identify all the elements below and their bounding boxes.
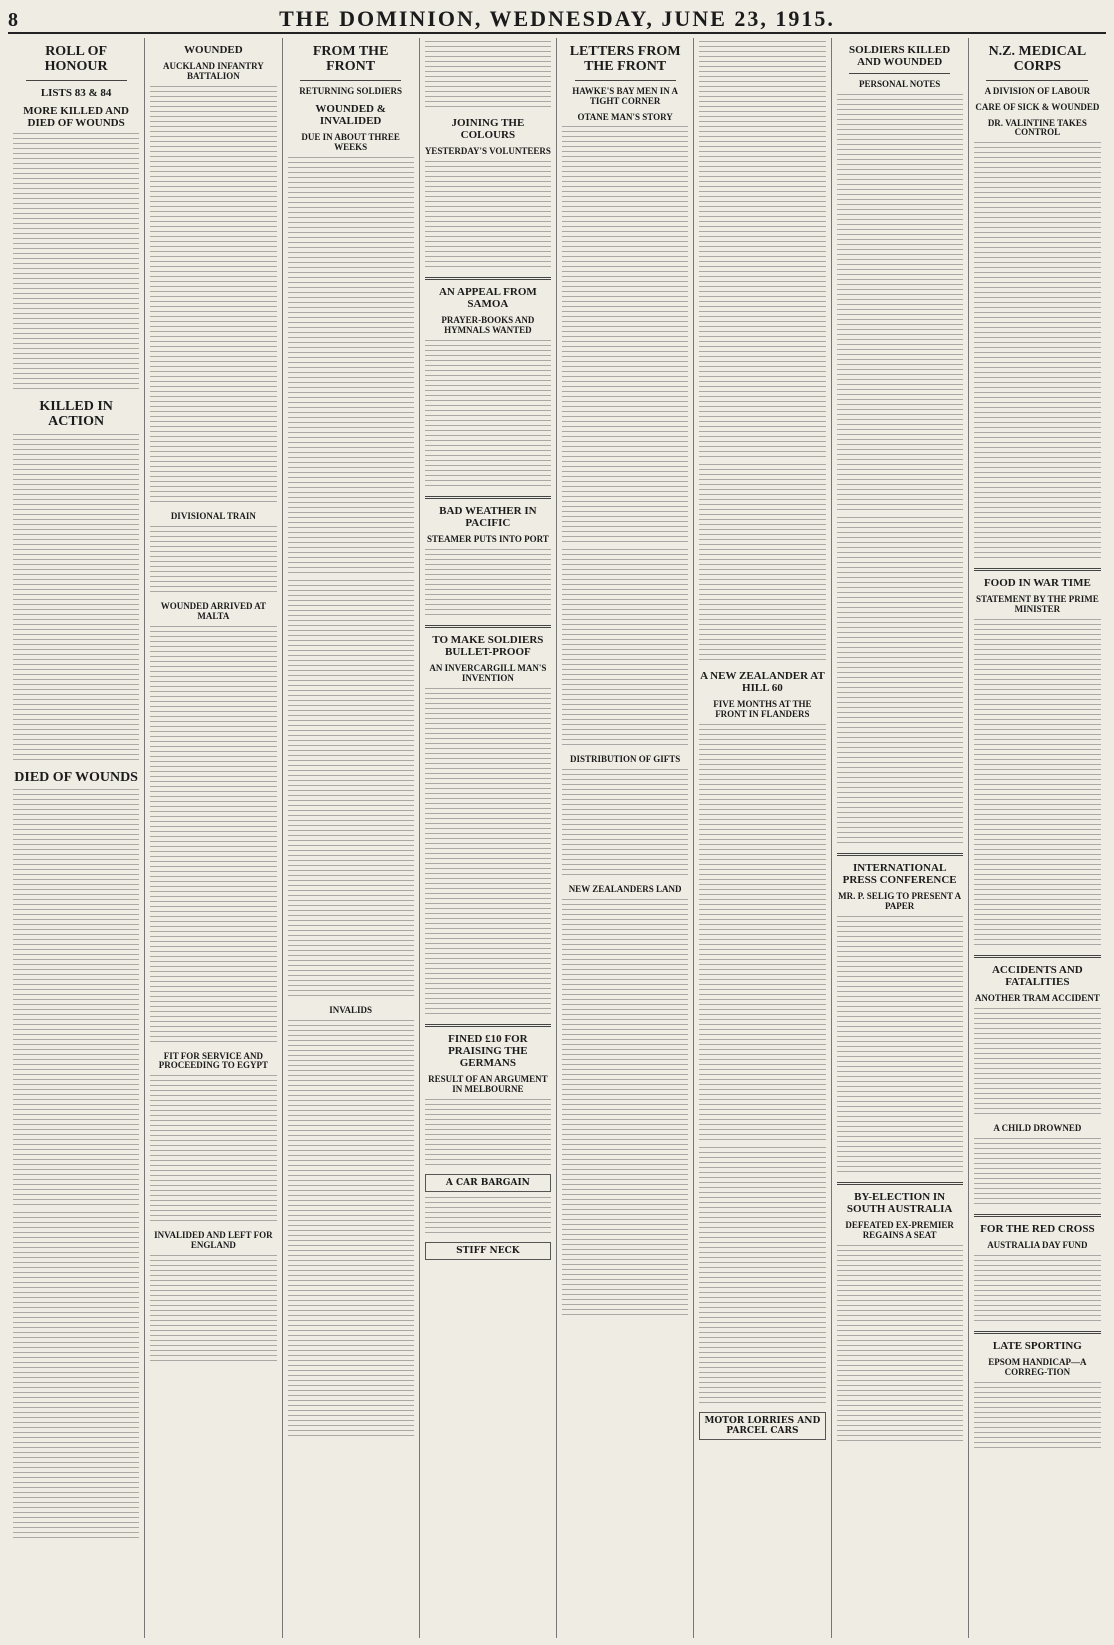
epsom-heading: EPSOM HANDICAP—A CORREG-TION bbox=[988, 1357, 1087, 1378]
wounded-title: WOUNDED bbox=[184, 44, 243, 56]
prayer-books-heading: PRAYER-BOOKS AND HYMNALS WANTED bbox=[441, 315, 535, 336]
gifts-heading: DISTRIBUTION OF GIFTS bbox=[570, 754, 681, 765]
invalided-heading: INVALIDED AND LEFT FOR ENGLAND bbox=[154, 1230, 273, 1251]
column-7 bbox=[832, 38, 969, 1638]
column-2 bbox=[145, 38, 282, 1638]
joining-colours-heading: JOINING THE COLOURS bbox=[451, 117, 525, 142]
steamer-heading: STEAMER PUTS INTO PORT bbox=[426, 534, 549, 545]
from-the-front-title: FROM THE FRONT bbox=[312, 44, 389, 75]
australia-day-heading: AUSTRALIA DAY FUND bbox=[987, 1240, 1088, 1251]
letters-title: LETTERS FROM THE FRONT bbox=[569, 44, 681, 75]
accidents-heading: ACCIDENTS AND FATALITIES bbox=[991, 964, 1083, 989]
stiff-neck-ad: STIFF NECK bbox=[425, 1242, 551, 1260]
selig-heading: MR. P. SELIG TO PRESENT A PAPER bbox=[838, 891, 962, 912]
medical-corps-title: N.Z. MEDICAL CORPS bbox=[988, 44, 1087, 75]
red-cross-heading: FOR THE RED CROSS bbox=[980, 1223, 1095, 1236]
column-6 bbox=[694, 38, 831, 1638]
invalids-list-text bbox=[288, 1020, 414, 1440]
casualty-totals-text bbox=[13, 133, 139, 393]
hill-60-heading: A NEW ZEALANDER AT HILL 60 bbox=[700, 670, 825, 695]
due-heading: DUE IN ABOUT THREE WEEKS bbox=[301, 131, 400, 152]
paper-title: THE DOMINION, WEDNESDAY, JUNE 23, 1915. bbox=[279, 6, 835, 31]
wounded-invalided-heading: WOUNDED & INVALIDED bbox=[315, 102, 386, 127]
invalids-heading: INVALIDS bbox=[329, 1004, 373, 1015]
argument-heading: RESULT OF AN ARGUMENT IN MELBOURNE bbox=[428, 1074, 548, 1095]
column-3 bbox=[283, 38, 420, 1638]
died-list-text bbox=[13, 789, 139, 1209]
soldiers-killed-title: SOLDIERS KILLED AND WOUNDED bbox=[849, 44, 951, 69]
killed-in-action-heading: KILLED IN ACTION bbox=[39, 399, 113, 430]
returning-soldiers-heading: RETURNING SOLDIERS bbox=[299, 85, 403, 96]
bullet-proof-heading: TO MAKE SOLDIERS BULLET-PROOF bbox=[432, 634, 544, 659]
fined-heading: FINED £10 FOR PRAISING THE GERMANS bbox=[448, 1033, 528, 1070]
hawkes-bay-heading: HAWKE'S BAY MEN IN A TIGHT CORNER bbox=[572, 85, 679, 106]
column-4 bbox=[420, 38, 557, 1638]
malta-list-text bbox=[150, 626, 276, 1046]
killed-list-text bbox=[13, 434, 139, 764]
late-sporting-heading: LATE SPORTING bbox=[992, 1340, 1082, 1353]
column-8 bbox=[969, 38, 1106, 1638]
auckland-battalion-heading: AUCKLAND INFANTRY BATTALION bbox=[162, 61, 264, 81]
bad-weather-heading: BAD WEATHER IN PACIFIC bbox=[439, 505, 537, 530]
malta-heading: WOUNDED ARRIVED AT MALTA bbox=[160, 600, 267, 621]
otane-heading: OTANE MAN'S STORY bbox=[577, 111, 673, 122]
died-of-wounds-heading: DIED OF WOUNDS bbox=[14, 769, 138, 785]
wounded-list-text bbox=[150, 86, 276, 506]
killed-died-heading: MORE KILLED AND DIED OF WOUNDS bbox=[23, 104, 129, 129]
invention-heading: AN INVERCARGILL MAN'S INVENTION bbox=[429, 663, 547, 684]
page-number: 8 bbox=[8, 9, 18, 31]
returning-list-text bbox=[288, 157, 414, 577]
car-bargain-ad: A CAR BARGAIN bbox=[425, 1174, 551, 1192]
prime-minister-heading: STATEMENT BY THE PRIME MINISTER bbox=[975, 594, 1099, 615]
nz-land-heading: NEW ZEALANDERS LAND bbox=[568, 884, 682, 895]
column-5 bbox=[557, 38, 694, 1638]
flanders-heading: FIVE MONTHS AT THE FRONT IN FLANDERS bbox=[713, 699, 812, 720]
personal-notes-heading: PERSONAL NOTES bbox=[858, 79, 941, 90]
volunteers-heading: YESTERDAY'S VOLUNTEERS bbox=[424, 146, 551, 157]
valintine-heading: DR. VALINTINE TAKES CONTROL bbox=[987, 117, 1087, 138]
samoa-appeal-heading: AN APPEAL FROM SAMOA bbox=[438, 286, 537, 311]
fit-for-service-heading: FIT FOR SERVICE AND PROCEEDING TO EGYPT bbox=[158, 1050, 268, 1071]
letter-text bbox=[562, 126, 688, 546]
tram-accident-heading: ANOTHER TRAM ACCIDENT bbox=[974, 993, 1100, 1004]
lists-heading: LISTS 83 & 84 bbox=[40, 86, 112, 99]
care-sick-heading: CARE OF SICK & WOUNDED bbox=[975, 101, 1100, 112]
column-1 bbox=[8, 38, 145, 1638]
by-election-heading: BY-ELECTION IN SOUTH AUSTRALIA bbox=[846, 1191, 953, 1216]
press-conference-heading: INTERNATIONAL PRESS CONFERENCE bbox=[842, 862, 957, 887]
motor-lorries-ad: MOTOR LORRIES AND PARCEL CARS bbox=[699, 1412, 825, 1440]
divisional-list-text bbox=[13, 1212, 139, 1542]
ex-premier-heading: DEFEATED EX-PREMIER REGAINS A SEAT bbox=[845, 1220, 954, 1241]
food-war-heading: FOOD IN WAR TIME bbox=[983, 577, 1091, 590]
masthead bbox=[8, 6, 1106, 34]
divisional-train-heading: DIVISIONAL TRAIN bbox=[170, 510, 256, 521]
columns bbox=[8, 38, 1106, 1638]
child-drowned-heading: A CHILD DROWNED bbox=[993, 1123, 1082, 1134]
division-labour-heading: A DIVISION OF LABOUR bbox=[984, 85, 1091, 96]
roll-of-honour-title: ROLL OF HONOUR bbox=[44, 44, 108, 75]
